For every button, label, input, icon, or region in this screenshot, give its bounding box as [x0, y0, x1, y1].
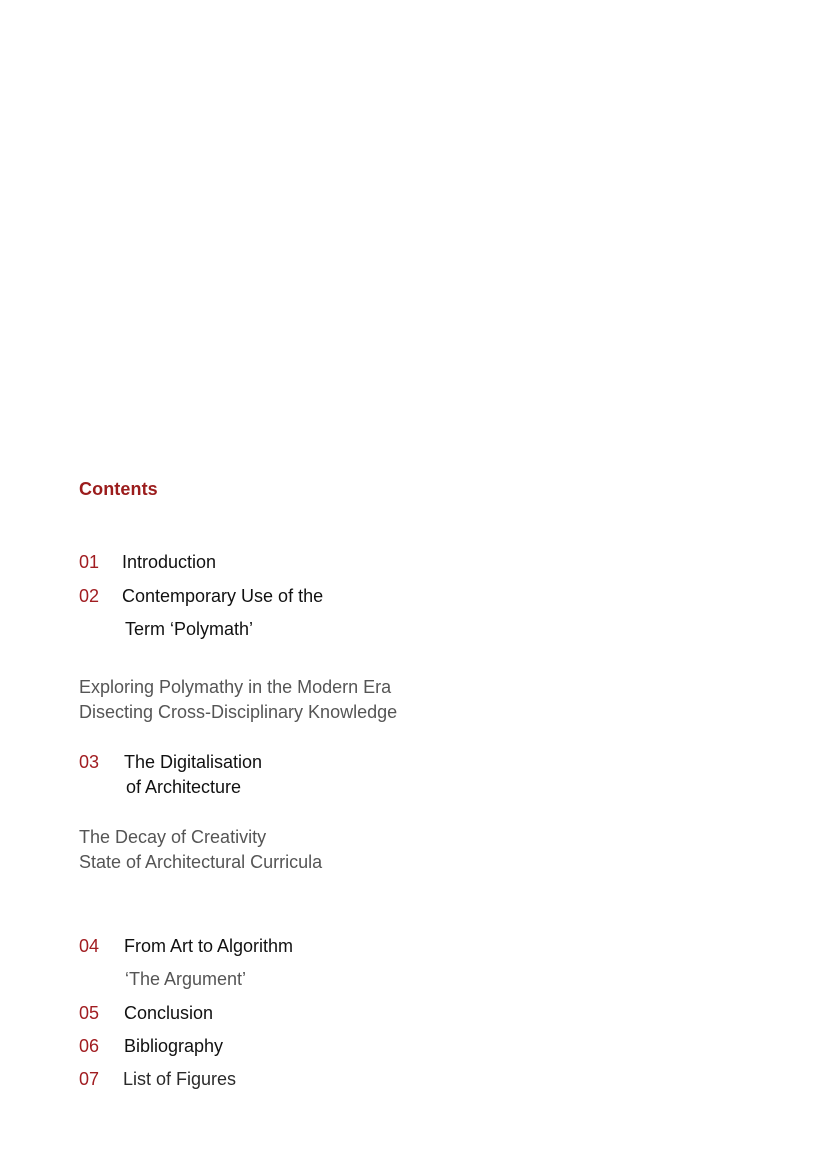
item-number-01: 01 [79, 552, 100, 572]
toc-item-contemporary-use-line1[interactable]: Contemporary Use of the [122, 586, 324, 606]
toc-item-digitalisation-line1[interactable]: The Digitalisation [124, 752, 263, 772]
toc-item-art-to-algorithm[interactable]: From Art to Algorithm [124, 936, 294, 956]
subtopic-architectural-curricula: State of Architectural Curricula [79, 852, 323, 872]
toc-item-bibliography[interactable]: Bibliography [124, 1036, 224, 1056]
subtopic-exploring-polymathy: Exploring Polymathy in the Modern Era [79, 677, 392, 697]
toc-item-contemporary-use-line2[interactable]: Term ‘Polymath’ [125, 619, 254, 639]
item-number-04: 04 [79, 936, 100, 956]
item-number-03: 03 [79, 752, 100, 772]
toc-item-introduction[interactable]: Introduction [122, 552, 217, 572]
subtopic-decay-of-creativity: The Decay of Creativity [79, 827, 267, 847]
toc-item-digitalisation-line2[interactable]: of Architecture [126, 777, 242, 797]
subtopic-disecting-knowledge: Disecting Cross-Disciplinary Knowledge [79, 702, 398, 722]
item-number-02: 02 [79, 586, 100, 606]
contents-heading: Contents [79, 479, 158, 499]
toc-item-the-argument: ‘The Argument’ [125, 969, 247, 989]
item-number-05: 05 [79, 1003, 100, 1023]
toc-item-list-of-figures[interactable]: List of Figures [123, 1069, 237, 1089]
item-number-07: 07 [79, 1069, 100, 1089]
toc-item-conclusion[interactable]: Conclusion [124, 1003, 214, 1023]
item-number-06: 06 [79, 1036, 100, 1056]
